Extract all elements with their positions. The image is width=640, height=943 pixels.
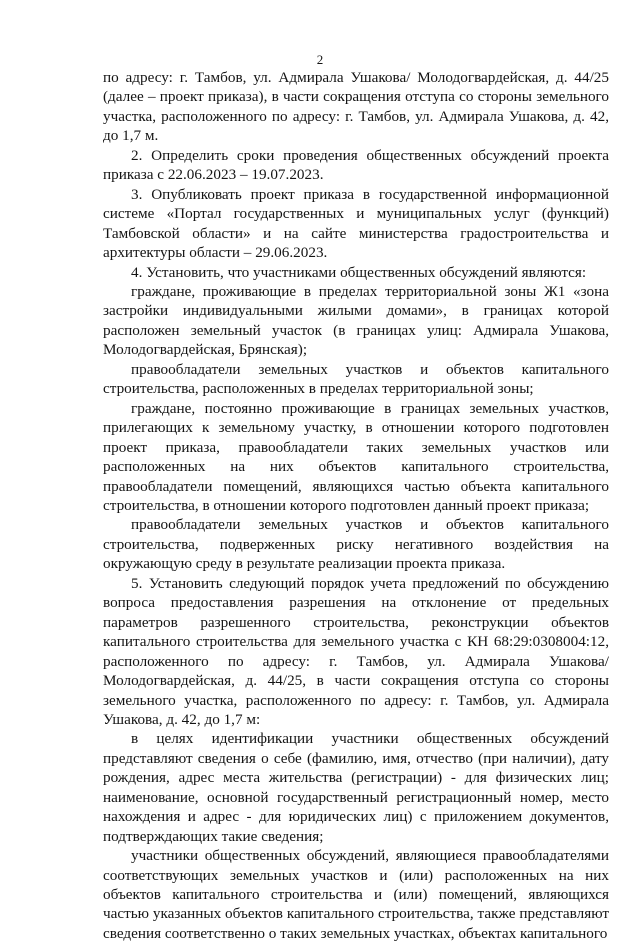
document-body: [103, 68, 609, 943]
paragraph-item-3: 3. Опубликовать проект приказа в государственной информационной системе «Портал государственных и муниципальных услуг (функций) Тамбовской области» и на сайте министерства градостроительства и архитектуры области – 29.06.2023.: [103, 185, 609, 262]
paragraph-identification: в целях идентификации участники общественных обсуждений представляют сведения о себе (фамилию, имя, отчество (при наличии), дату рождения, адрес места жительства (регистрации) - для физических лиц; наименование, основной государственный регистрационный номер, место нахождения и адрес - для юридических лиц) с приложением документов, подтверждающих такие сведения;: [103, 730, 609, 845]
paragraph-item-5: 5. Установить следующий порядок учета предложений по обсуждению вопроса предоставления разрешения на отклонение от предельных параметров разрешенного строительства, реконструкции объектов капитального строительства для земельного участка с КН 68:29:0308004:12, расположенного по адресу: г. Тамбов, ул. Адмирала Ушакова/ Молодогвардейская, д. 44/25, в части сокращения отступа со стороны земельного участка, расположенного по адресу: г. Тамбов, ул. Адмирала Ушакова, д. 42, до 1,7 м:: [103, 574, 609, 728]
paragraph-rightholders: участники общественных обсуждений, являющиеся правообладателями соответствующих земельных участков и (или) расположенных на них объектов капитального строительства и (или) помещений, являющихся частью указанных объектов капитального строительства, также представляют сведения соответственно о таких земельных участках, объектах капитального: [103, 847, 609, 942]
paragraph-participants-zone: граждане, проживающие в пределах территориальной зоны Ж1 «зона застройки индивидуальными жилыми домами», в границах которой расположен земельный участок (в границах улиц: Адмирала Ушакова, Молодогвардейская, Брянская);: [103, 282, 609, 359]
page-number: 2: [316, 52, 324, 67]
paragraph-participants-owners: правообладатели земельных участков и объектов капитального строительства, расположенных в пределах территориальной зоны;: [103, 360, 609, 398]
paragraph-participants-adjacent: граждане, постоянно проживающие в границах земельных участков, прилегающих к земельному участку, в отношении которого подготовлен проект приказа, правообладатели таких земельных участков или расположенных на них объектов капитального строительства, правообладатели помещений, являющихся частью объекта капитального строительства, в отношении которого подготовлен данный проект приказа;: [103, 399, 609, 514]
paragraph-item-4: 4. Установить, что участниками общественных обсуждений являются:: [131, 263, 587, 281]
paragraph-participants-risk: правообладатели земельных участков и объектов капитального строительства, подверженных риску негативного воздействия на окружающую среду в результате реализации проекта приказа.: [103, 516, 609, 573]
paragraph-continuation: по адресу: г. Тамбов, ул. Адмирала Ушакова/ Молодогвардейская, д. 44/25 (далее – проект приказа), в части сокращения отступа со стороны земельного участка, расположенного по адресу: г. Тамбов, ул. Адмирала Ушакова, д. 42, до 1,7 м.: [103, 69, 609, 145]
paragraph-item-2: 2. Определить сроки проведения общественных обсуждений проекта приказа с 22.06.2023 – 19.07.2023.: [103, 146, 609, 184]
